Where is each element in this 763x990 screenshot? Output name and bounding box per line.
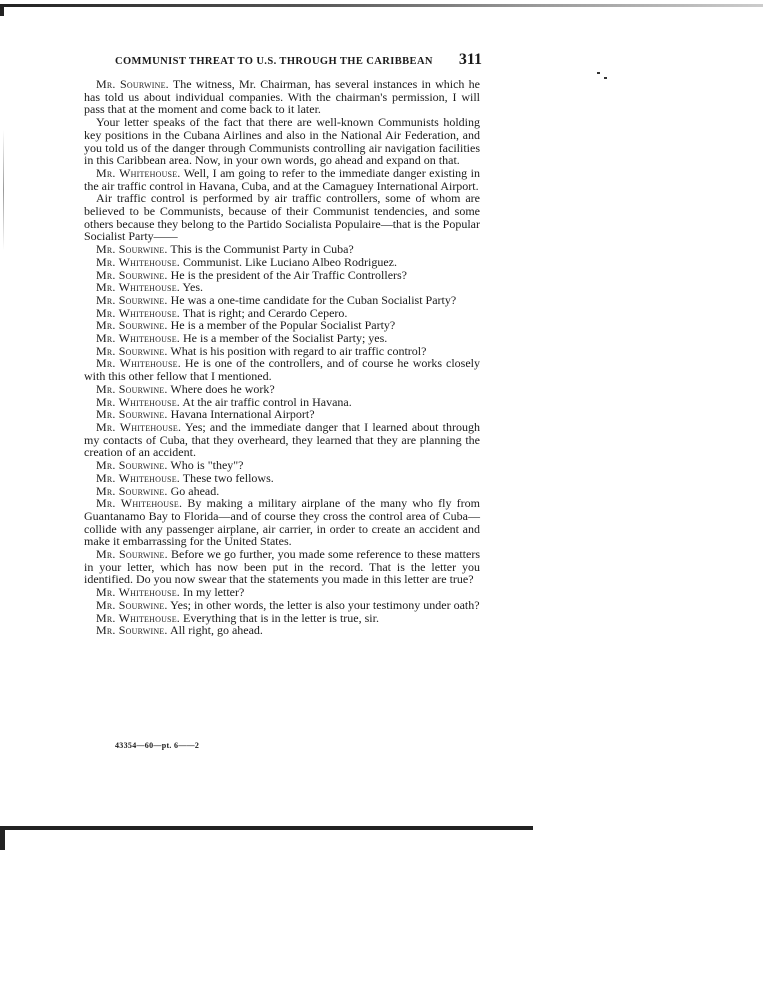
paragraph-text: He is a member of the Popular Socialist Party? [167,318,396,333]
paragraph-text: He is the president of the Air Traffic Controllers? [167,267,408,282]
speaker-name: Mr. Whitehouse. [96,585,180,600]
speaker-name: Mr. Whitehouse. [96,470,180,485]
page-header [115,51,482,69]
paragraph-text: At the air traffic control in Havana. [180,394,352,409]
speaker-name: Mr. Sourwine. [96,458,168,473]
paragraph-text: Your letter speaks of the fact that there are well-known Communists holding key positions in the Cubana Airlines and also in the National Air Federation, and you told us of the danger through Communists controlling air navigation facilities in this Caribbean area. Now, in your own words, go ahead and expand on that. [84,115,480,168]
speaker-name: Mr. Sourwine. [96,381,168,396]
speaker-name: Mr. Sourwine. [96,292,168,307]
paragraph-text: That is right; and Cerardo Cepero. [180,305,348,320]
paragraph-text: In my letter? [180,585,245,600]
speaker-name: Mr. Whitehouse. [96,331,180,346]
speaker-name: Mr. Sourwine. [96,623,168,638]
paragraph-text: Go ahead. [167,483,220,498]
scan-edge-mark [0,6,4,16]
scan-edge-bottom [0,826,533,830]
speaker-name: Mr. Whitehouse. [96,419,182,434]
transcript-paragraph [84,167,480,192]
transcript-paragraph [84,78,480,116]
speaker-name: Mr. Whitehouse. [96,610,180,625]
speaker-name: Mr. Sourwine. [96,77,169,91]
margin-shadow [3,130,4,250]
paragraph-text: The witness, Mr. Chairman, has several instances in which he has told us about individual companies. With the chairman's permission, I will pass that at the moment and come back to it later. [84,77,480,117]
scan-edge-top [0,4,763,7]
speaker-name: Mr. Whitehouse. [96,356,181,371]
speaker-name: Mr. Sourwine. [96,242,168,257]
speaker-name: Mr. Sourwine. [96,267,168,282]
paragraph-text: Who is "they"? [167,458,244,473]
transcript-body [84,78,480,637]
paragraph-text: These two fellows. [180,470,274,485]
speaker-name: Mr. Whitehouse. [96,394,180,409]
paragraph-text: Yes. [180,280,204,295]
transcript-paragraph [84,192,480,243]
scan-speck [597,72,600,74]
running-head: COMMUNIST THREAT TO U.S. THROUGH THE CARIBBEAN [115,56,433,67]
page-number: 311 [458,51,482,68]
paragraph-text: This is the Communist Party in Cuba? [167,242,354,257]
paragraph-text: Well, I am going to refer to the immediate danger existing in the air traffic control in Havana, Cuba, and at the Camaguey International Airport. [84,165,480,193]
speaker-name: Mr. Whitehouse. [96,280,180,295]
transcript-paragraph [84,624,480,637]
paragraph-text: What is his position with regard to air traffic control? [167,343,427,358]
transcript-paragraph [84,421,480,459]
scan-speck [604,77,607,79]
speaker-name: Mr. Sourwine. [96,547,168,562]
speaker-name: Mr. Sourwine. [96,597,168,612]
paragraph-text: He was a one-time candidate for the Cuban Socialist Party? [167,292,457,307]
paragraph-text: Communist. Like Luciano Albeo Rodriguez. [180,254,397,269]
paragraph-text: Before we go further, you made some reference to these matters in your letter, which has now been put in the record. That is the letter you identified. Do you now swear that the statements you made in this letter are true? [84,547,481,587]
paragraph-text: Everything that is in the letter is true, sir. [180,610,379,625]
paragraph-text: Yes; and the immediate danger that I learned about through my contacts of Cuba, that they overheard, they learned that they are planning the creation of an accident. [84,419,480,460]
paragraph-text: Yes; in other words, the letter is also your testimony under oath? [167,597,480,612]
speaker-name: Mr. Sourwine. [96,318,168,333]
paragraph-text: All right, go ahead. [167,623,263,638]
paragraph-text: He is one of the controllers, and of course he works closely with this other fellow that I mentioned. [84,356,480,384]
paragraph-text: He is a member of the Socialist Party; yes. [180,331,388,346]
speaker-name: Mr. Whitehouse. [96,305,180,320]
paragraph-text: Air traffic control is performed by air traffic controllers, some of whom are believed to be Communists, because of their Communist tendencies, and some others because they belong to the Partido Socialista Populaire—that is the Popular Socialist Party—— [84,191,480,244]
transcript-paragraph [84,548,480,586]
speaker-name: Mr. Sourwine. [96,407,168,422]
speaker-name: Mr. Sourwine. [96,483,168,498]
transcript-paragraph [84,116,480,167]
print-code: 43354—60—pt. 6——2 [115,741,200,750]
paragraph-text: Where does he work? [167,381,275,396]
scan-edge-mark [0,828,5,850]
paragraph-text: By making a military airplane of the many who fly from Guantanamo Bay to Florida—and of course they cross the control area of Cuba—collide with any passenger airplane, air carrier, in order to create an accident and make it embarrassing for the United States. [84,496,480,549]
speaker-name: Mr. Whitehouse. [96,496,183,511]
transcript-paragraph [84,497,480,548]
speaker-name: Mr. Whitehouse. [96,254,180,269]
transcript-paragraph [84,357,480,382]
speaker-name: Mr. Sourwine. [96,343,168,358]
speaker-name: Mr. Whitehouse. [96,165,181,180]
paragraph-text: Havana International Airport? [167,407,315,422]
